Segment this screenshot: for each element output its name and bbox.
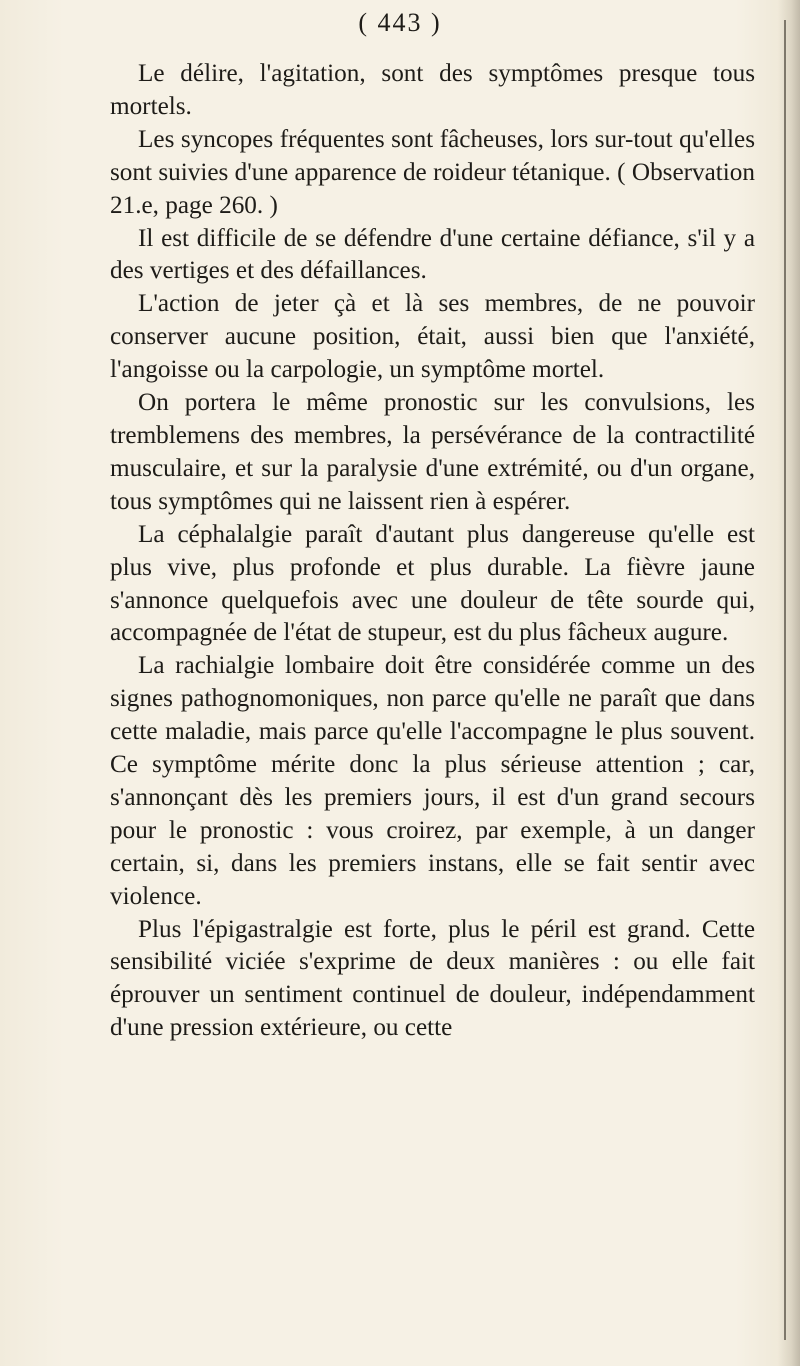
body-text (110, 58, 755, 1045)
page-edge-shadow (778, 0, 800, 1366)
paragraph-1: Le délire, l'agitation, sont des symptômes presque tous mortels. (110, 60, 755, 120)
paragraph-2: Les syncopes fréquentes sont fâcheuses, lors sur-tout qu'elles sont suivies d'une apparence de roideur tétanique. ( Observation 21.e, page 260. ) (110, 125, 755, 219)
page-edge-line (784, 20, 786, 1340)
paragraph-5: On portera le même pronostic sur les convulsions, les tremblemens des membres, la persévérance de la contractilité musculaire, et sur la paralysie d'une extrémité, ou d'un organe, tous symptômes qui ne laissent rien à espérer. (110, 389, 755, 515)
paragraph-6: La céphalalgie paraît d'autant plus dangereuse qu'elle est plus vive, plus profonde et plus durable. La fièvre jaune s'annonce quelquefois avec une douleur de tête sourde qui, accompagnée de l'état de stupeur, est du plus fâcheux augure. (110, 520, 755, 647)
paragraph-3: Il est difficile de se défendre d'une certaine défiance, s'il y a des vertiges et des défaillances. (110, 224, 755, 285)
paragraph-8: Plus l'épigastralgie est forte, plus le péril est grand. Cette sensibilité viciée s'exprime de deux manières : ou elle fait éprouver un sentiment continuel de douleur, indépendamment d'une pression extérieure, ou cette (110, 915, 755, 1042)
page-number: ( 443 ) (358, 8, 442, 37)
paragraph-4: L'action de jeter çà et là ses membres, de ne pouvoir conserver aucune position, était, aussi bien que l'anxiété, l'angoisse ou la carpologie, un symptôme mortel. (110, 290, 755, 384)
paragraph-7: La rachialgie lombaire doit être considérée comme un des signes pathognomoniques, non parce qu'elle ne paraît que dans cette maladie, mais parce qu'elle l'accompagne le plus souvent. Ce symptôme mérite donc la plus sérieuse attention ; car, s'annonçant dès les premiers jours, il est d'un grand secours pour le pronostic : vous croirez, par exemple, à un danger certain, si, dans les premiers instans, elle se fait sentir avec violence. (110, 652, 755, 910)
